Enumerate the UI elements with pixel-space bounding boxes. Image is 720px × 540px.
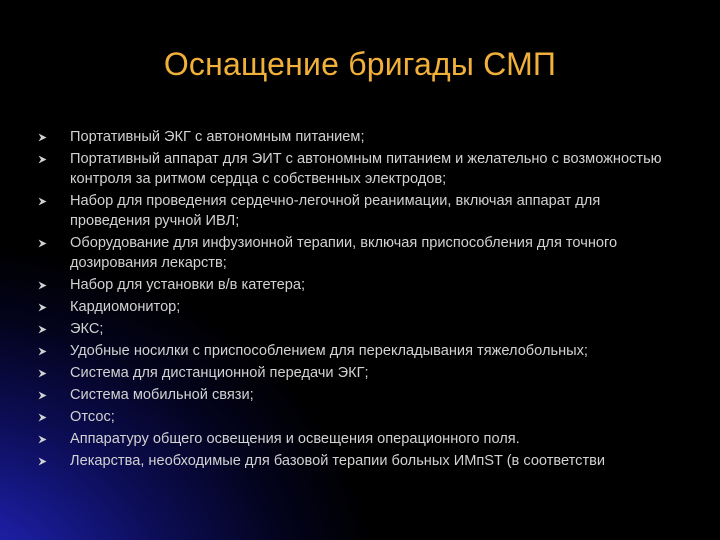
list-item [0,127,720,147]
list-item [0,341,720,361]
slide-title: Оснащение бригады СМП [163,46,557,82]
arrowhead-bullet-icon [38,155,47,164]
list-item-text: Аппаратуру общего освещения и освещения операционного поля. [70,431,520,447]
bullet-list [0,127,720,473]
list-item [0,451,720,471]
list-item [0,385,720,405]
list-item-text: Лекарства, необходимые для базовой терапии больных ИМпST (в соответстви [70,453,606,469]
list-item-text: Кардиомонитор; [70,299,181,315]
arrowhead-bullet-icon [38,435,47,444]
list-item-text: Портативный аппарат для ЭИТ с автономным питанием и желательно с возможностью контроля за ритмом сердца с собственных электродов; [70,151,662,187]
list-item-text: Удобные носилки с приспособлением для перекладывания тяжелобольных; [70,343,588,359]
list-item-text: Набор для установки в/в катетера; [70,277,306,293]
list-item-text: Система мобильной связи; [70,387,254,403]
arrowhead-bullet-icon [38,197,47,206]
list-item [0,149,720,189]
list-item-text: Оборудование для инфузионной терапии, включая приспособления для точного дозирования лекарств; [70,235,618,271]
list-item [0,275,720,295]
list-item [0,233,720,273]
arrowhead-bullet-icon [38,303,47,312]
arrowhead-bullet-icon [38,239,47,248]
list-item [0,297,720,317]
list-item [0,429,720,449]
arrowhead-bullet-icon [38,347,47,356]
arrowhead-bullet-icon [38,413,47,422]
list-item [0,363,720,383]
arrowhead-bullet-icon [38,325,47,334]
arrowhead-bullet-icon [38,457,47,466]
list-item-text: Отсос; [70,409,115,425]
list-item [0,191,720,231]
list-item-text: Набор для проведения сердечно-легочной реанимации, включая аппарат для проведения ручной ИВЛ; [70,193,601,229]
list-item-text: Система для дистанционной передачи ЭКГ; [70,365,369,381]
list-item-text: ЭКС; [70,321,104,337]
list-item-text: Портативный ЭКГ с автономным питанием; [70,129,365,145]
arrowhead-bullet-icon [38,281,47,290]
arrowhead-bullet-icon [38,391,47,400]
arrowhead-bullet-icon [38,369,47,378]
list-item [0,319,720,339]
arrowhead-bullet-icon [38,133,47,142]
list-item [0,407,720,427]
